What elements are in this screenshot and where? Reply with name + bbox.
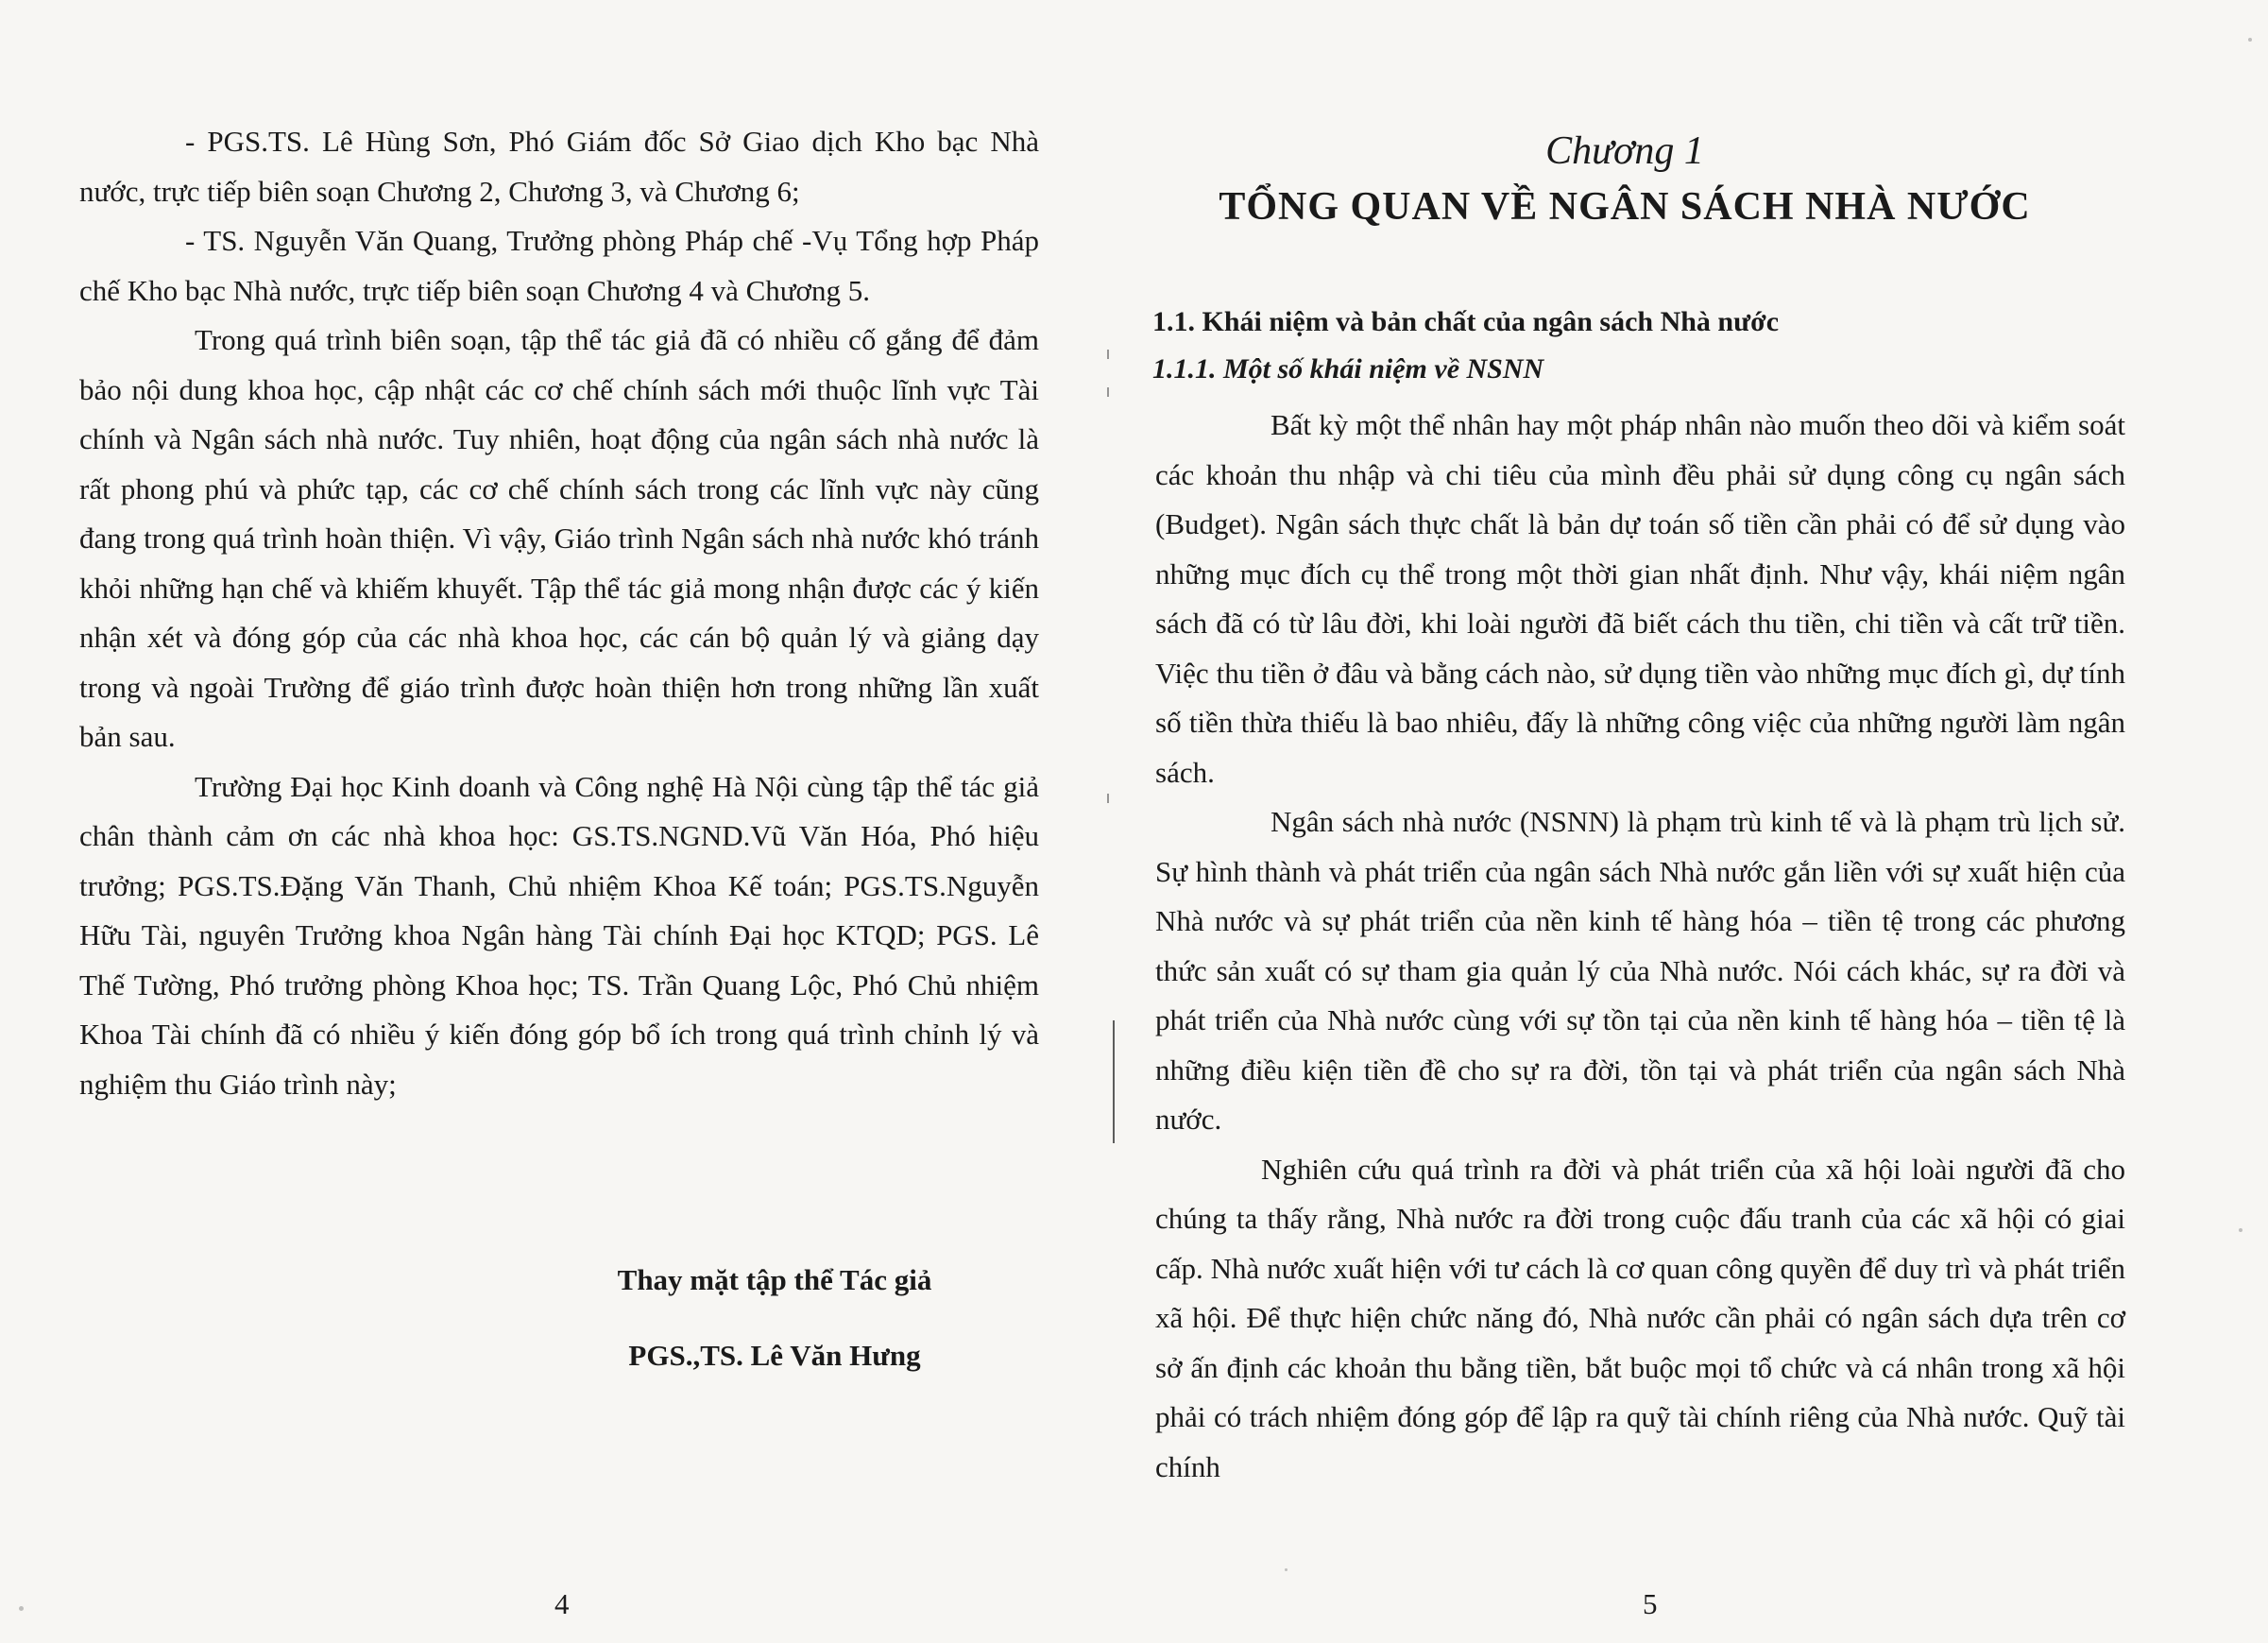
- signature-name: PGS.,TS. Lê Văn Hưng: [628, 1339, 921, 1372]
- right-page-body: [1155, 401, 2125, 1492]
- right-paragraph-2: Ngân sách nhà nước (NSNN) là phạm trù kinh tế và là phạm trù lịch sử. Sự hình thành và phát triển của ngân sách Nhà nước gắn liền với sự xuất hiện của Nhà nước và sự phát triển của nền kinh tế hàng hóa – tiền tệ trong các phương thức sản xuất có sự tham gia quản lý của Nhà nước. Nói cách khác, sự ra đời và phát triển của Nhà nước cùng với sự tồn tại của nền kinh tế hàng hóa – tiền tệ là những điều kiện tiền đề cho sự ra đời, tồn tại và phát triển của ngân sách Nhà nước.: [1155, 805, 2125, 1136]
- section-heading: 1.1. Khái niệm và bản chất của ngân sách Nhà nước: [1152, 306, 1780, 337]
- chapter-title: TỔNG QUAN VỀ NGÂN SÁCH NHÀ NƯỚC: [1219, 185, 2031, 229]
- page-number-right: 5: [1643, 1587, 1658, 1620]
- binding-mark: [1107, 387, 1109, 397]
- scan-speck: [2239, 1228, 2242, 1232]
- right-paragraph-3: Nghiên cứu quá trình ra đời và phát triển của xã hội loài người đã cho chúng ta thấy rằng, Nhà nước ra đời trong cuộc đấu tranh của các xã hội có giai cấp. Nhà nước xuất hiện với tư cách là cơ quan công quyền để duy trì và phát triển xã hội. Để thực hiện chức năng đó, Nhà nước cần phải có ngân sách dựa trên cơ sở ấn định các khoản thu bằng tiền, bắt buộc mọi tổ chức và cá nhân trong xã hội phải có trách nhiệm đóng góp để lập ra quỹ tài chính riêng của Nhà nước. Quỹ tài chính: [1155, 1152, 2125, 1483]
- chapter-label: Chương 1: [1545, 129, 1704, 173]
- page-number-left: 4: [554, 1587, 570, 1620]
- binding-mark: [1107, 350, 1109, 359]
- binding-mark: [1107, 794, 1109, 803]
- scan-speck: [1285, 1568, 1287, 1571]
- left-paragraph-1: - PGS.TS. Lê Hùng Sơn, Phó Giám đốc Sở Giao dịch Kho bạc Nhà nước, trực tiếp biên soạn Chương 2, Chương 3, và Chương 6;: [79, 125, 1039, 208]
- right-paragraph-1: Bất kỳ một thể nhân hay một pháp nhân nào muốn theo dõi và kiểm soát các khoản thu nhập và chi tiêu của mình đều phải sử dụng công cụ ngân sách (Budget). Ngân sách thực chất là bản dự toán số tiền cần phải có để sử dụng vào những mục đích cụ thể trong một thời gian nhất định. Như vậy, khái niệm ngân sách đã có từ lâu đời, khi loài người đã biết cách thu tiền, chi tiền và cất trữ tiền. Việc thu tiền ở đâu và bằng cách nào, sử dụng tiền vào những mục đích gì, dự tính số tiền thừa thiếu là bao nhiêu, đấy là những công việc của những người làm ngân sách.: [1155, 408, 2125, 789]
- left-paragraph-3: Trong quá trình biên soạn, tập thể tác giả đã có nhiều cố gắng để đảm bảo nội dung khoa học, cập nhật các cơ chế chính sách mới thuộc lĩnh vực Tài chính và Ngân sách nhà nước. Tuy nhiên, hoạt động của ngân sách nhà nước là rất phong phú và phức tạp, các cơ chế chính sách trong các lĩnh vực này cũng đang trong quá trình hoàn thiện. Vì vậy, Giáo trình Ngân sách nhà nước khó tránh khỏi những hạn chế và khiếm khuyết. Tập thể tác giả mong nhận được các ý kiến nhận xét và đóng góp của các nhà khoa học, các cán bộ quản lý và giảng dạy trong và ngoài Trường để giáo trình được hoàn thiện hơn trong những lần xuất bản sau.: [79, 323, 1039, 753]
- left-paragraph-2: - TS. Nguyễn Văn Quang, Trưởng phòng Pháp chế -Vụ Tổng hợp Pháp chế Kho bạc Nhà nước, trực tiếp biên soạn Chương 4 và Chương 5.: [79, 224, 1039, 307]
- scan-speck: [2248, 38, 2252, 42]
- left-page-body: [79, 117, 1039, 1109]
- left-page: [0, 0, 1115, 1643]
- left-paragraph-4: Trường Đại học Kinh doanh và Công nghệ Hà Nội cùng tập thể tác giả chân thành cảm ơn các nhà khoa học: GS.TS.NGND.Vũ Văn Hóa, Phó hiệu trưởng; PGS.TS.Đặng Văn Thanh, Chủ nhiệm Khoa Kế toán; PGS.TS.Nguyễn Hữu Tài, nguyên Trưởng khoa Ngân hàng Tài chính Đại học KTQD; PGS. Lê Thế Tường, Phó trưởng phòng Khoa học; TS. Trần Quang Lộc, Phó Chủ nhiệm Khoa Tài chính đã có nhiều ý kiến đóng góp bổ ích trong quá trình chỉnh lý và nghiệm thu Giáo trình này;: [79, 769, 1039, 1101]
- signature-caption: Thay mặt tập thể Tác giả: [617, 1263, 932, 1296]
- scan-speck: [19, 1606, 24, 1611]
- subsection-heading: 1.1.1. Một số khái niệm về NSNN: [1152, 353, 1544, 385]
